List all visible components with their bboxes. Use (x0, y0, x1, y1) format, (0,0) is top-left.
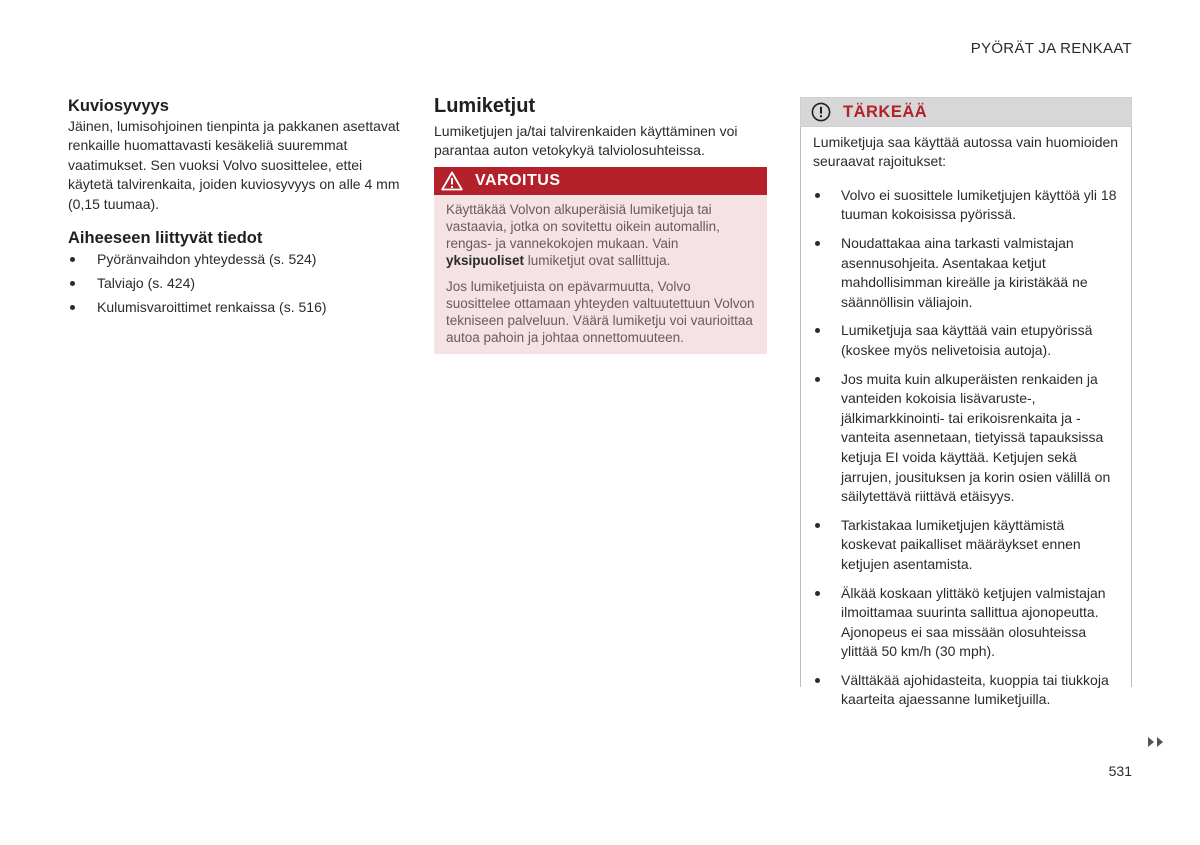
list-item: Tarkistakaa lumiketjujen käyttämistä koskevat paikalliset määräykset ennen ketjujen asentamista. (813, 516, 1119, 575)
warning-text-part: lumiketjut ovat sallittuja. (524, 252, 671, 268)
warning-paragraph-2: Jos lumiketjuista on epävarmuutta, Volvo suosittelee ottamaan yhteyden valtuutettuun Volvon tekniseen palveluun. Väärä lumiketju voi vaurioittaa autoa pahoin ja johtaa onnettomuuteen. (446, 278, 755, 345)
warning-title: VAROITUS (475, 171, 561, 189)
heading-snow-chains: Lumiketjut (434, 95, 536, 117)
warning-body (434, 195, 767, 346)
heading-tread-depth: Kuviosyvyys (68, 97, 169, 115)
important-header (800, 97, 1132, 127)
list-item: Jos muita kuin alkuperäisten renkaiden ja vanteiden kokoisia lisävaruste-, jälkimarkkinointi- tai erikoisrenkaita ja -vanteita asennetaan, tietyissä tapauksissa ketjuja EI voida käyttää. Ketjujen sekä jarrujen, jousituksen ja korin osien välillä on säilytettävä riittävä etäisyys. (813, 370, 1119, 507)
page-number: 531 (1108, 763, 1132, 779)
important-list (813, 186, 1119, 710)
related-link-item[interactable]: Talviajo (s. 424) (68, 274, 403, 293)
list-item: Älkää koskaan ylittäkö ketjujen valmistajan ilmoittamaa suurinta sallittua ajonopeutta. Ajonopeus ei saa missään olosuhteissa ylittää 50 km/h (30 mph). (813, 584, 1119, 662)
warning-header (434, 167, 767, 195)
list-item: Volvo ei suosittele lumiketjujen käyttöä yli 18 tuuman kokoisissa pyörissä. (813, 186, 1119, 225)
tread-depth-text: Jäinen, lumisohjoinen tienpinta ja pakkanen asettavat renkaille huomattavasti kesäkeliä suuremmat vaatimukset. Sen vuoksi Volvo suosittelee, ettei käytetä talvirenkaita, joiden kuviosyvyys on alle 4 mm (0,15 tuumaa). (68, 118, 400, 212)
important-intro: Lumiketjuja saa käyttää autossa vain huomioiden seuraavat rajoitukset: (813, 134, 1119, 170)
warning-paragraph-1 (446, 201, 755, 269)
warning-triangle-icon (441, 171, 463, 191)
warning-bold-text: yksipuoliset (446, 252, 525, 268)
important-body (800, 127, 1132, 708)
warning-text-part: Käyttäkää Volvon alkuperäisiä lumiketjuja tai vastaavia, jotka on sovitettu oikein automallin, rengas- ja vannekokojen mukaan. Vain (446, 201, 720, 251)
snow-chains-intro: Lumiketjujen ja/tai talvirenkaiden käyttäminen voi parantaa auton vetokykyä talviolosuhteissa. (434, 123, 738, 159)
important-title: TÄRKEÄÄ (843, 102, 928, 121)
page-header-title: PYÖRÄT JA RENKAAT (970, 40, 1132, 57)
warning-box (434, 167, 767, 354)
related-links-list (68, 250, 403, 317)
column-important (800, 97, 1132, 708)
column-snow-chains (434, 94, 767, 354)
double-chevron-right-icon[interactable] (1146, 736, 1166, 748)
column-tread-depth (68, 96, 403, 322)
list-item: Lumiketjuja saa käyttää vain etupyörissä (koskee myös nelivetoisia autoja). (813, 321, 1119, 360)
related-link-item[interactable]: Pyöränvaihdon yhteydessä (s. 524) (68, 250, 403, 269)
list-item: Välttäkää ajohidasteita, kuoppia tai tiukkoja kaarteita ajaessanne lumiketjuilla. (813, 671, 1119, 710)
exclamation-circle-icon (811, 102, 831, 122)
related-link-item[interactable]: Kulumisvaroittimet renkaissa (s. 516) (68, 298, 403, 317)
list-item: Noudattakaa aina tarkasti valmistajan asennusohjeita. Asentakaa ketjut mahdollisimman kireälle ja kiristäkää ne säännöllisin väliajoin. (813, 234, 1119, 312)
heading-related-info: Aiheeseen liittyvät tiedot (68, 229, 263, 248)
